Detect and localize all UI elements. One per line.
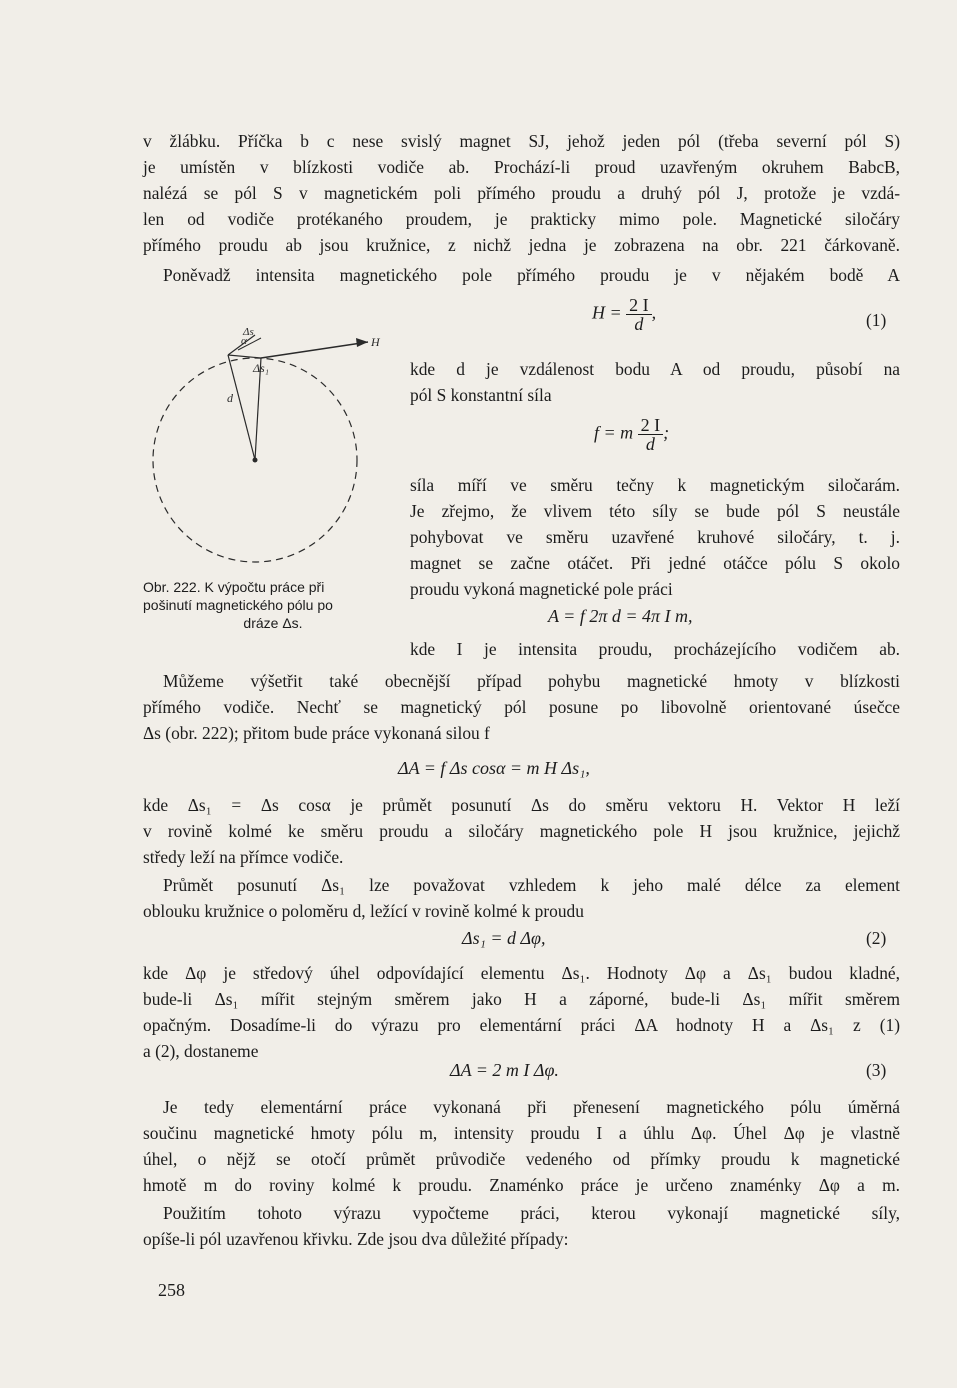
figure-222-diagram xyxy=(143,310,393,580)
text-line: Můžeme výšetřit také obecnější případ pohybu magnetické hmoty v blízkosti xyxy=(163,671,900,691)
equation-3: ΔA = 2 m I Δφ. xyxy=(450,1060,559,1080)
text-line: součinu magnetické hmoty pólu m, intensity proudu I a úhlu Δφ. Úhel Δφ je vlastně xyxy=(143,1123,900,1143)
label-ds1: Δs₁ xyxy=(253,361,269,375)
text-line: středy leží na přímce vodiče. xyxy=(143,847,344,867)
equation-force: f = m $\frac{2 I}{d}$ ; xyxy=(594,415,670,454)
text-line: síla míří ve směru tečny k magnetickým siločarám. xyxy=(410,475,900,495)
equation-1: H = $\frac{2 I}{d}$ , xyxy=(592,295,657,334)
text-line: Použitím tohoto výrazu vypočteme práci, kterou vykonají magnetické síly, xyxy=(163,1203,900,1223)
text-line: kde Δφ je středový úhel odpovídající elementu Δs₁. Hodnoty Δφ a Δs₁ budou kladné, xyxy=(143,963,900,983)
text-line: úhel, o nějž se otočí průmět průvodiče vedeného od přímky proudu k magnetické xyxy=(143,1149,900,1169)
figure-caption: Obr. 222. K výpočtu práce při pošinutí magnetického pólu po dráze Δs. xyxy=(143,579,333,631)
text-line: kde d je vzdálenost bodu A od proudu, působí na xyxy=(410,359,900,379)
text-line: je umístěn v blízkosti vodiče ab. Prochází-li proud uzavřeným okruhem BabcB, xyxy=(143,157,900,177)
text-line: pohybovat ve směru uzavřené kruhové siločáry, t. j. xyxy=(410,527,900,547)
text-line: a (2), dostaneme xyxy=(143,1041,259,1061)
equation-3-number: (3) xyxy=(866,1060,887,1080)
text-line: pól S konstantní síla xyxy=(410,385,552,405)
text-line: Je tedy elementární práce vykonaná při přenesení magnetického pólu úměrná xyxy=(163,1097,900,1117)
text-line: kde I je intensita proudu, procházejícího vodičem ab. xyxy=(410,639,900,659)
text-line: opíše-li pól uzavřenou křivku. Zde jsou dva důležité případy: xyxy=(143,1229,569,1249)
text-line: proudu vykoná magnetické pole práci xyxy=(410,579,673,599)
vector-h-line xyxy=(261,342,368,358)
text-line: len od vodiče protékaného proudem, je prakticky mimo pole. Magnetické siločáry xyxy=(143,209,900,229)
equation-1-number: (1) xyxy=(866,310,887,330)
text-line: opačným. Dosadíme-li do výrazu pro elementární práci ΔA hodnoty H a Δs₁ z (1) xyxy=(143,1015,900,1035)
text-line: Δs (obr. 222); přitom bude práce vykonaná silou f xyxy=(143,723,490,743)
text-line: přímého vodiče. Nechť se magnetický pól posune po libovolně orientované úsečce xyxy=(143,697,900,717)
text-line: přímého proudu ab jsou kružnice, z nichž jedna je zobrazena na obr. 221 čárkovaně. xyxy=(143,235,900,255)
label-ds: Δs xyxy=(243,326,254,338)
label-alpha: α xyxy=(241,335,247,347)
text-line: v žlábku. Příčka b c nese svislý magnet SJ, jehož jeden pól (třeba severní pól S) xyxy=(143,131,900,151)
wire-point xyxy=(253,458,258,463)
label-d: d xyxy=(227,391,233,405)
text-line: nalézá se pól S v magnetickém poli přímého proudu a druhý pól J, protože je vzdá- xyxy=(143,183,900,203)
text-line: kde Δs₁ = Δs cosα je průmět posunutí Δs do směru vektoru H. Vektor H leží xyxy=(143,795,900,815)
text-line: oblouku kružnice o poloměru d, ležící v rovině kolmé k proudu xyxy=(143,901,584,921)
text-line: v rovině kolmé ke směru proudu a siločáry magnetického pole H jsou kružnice, jejichž xyxy=(143,821,900,841)
label-h: H xyxy=(371,335,380,349)
page-number: 258 xyxy=(158,1280,185,1300)
text-line: hmotě m do roviny kolmé k proudu. Znaménko práce je určeno znaménky Δφ a m. xyxy=(143,1175,900,1195)
text-line: Je zřejmo, že vlivem této síly se bude pól S neustále xyxy=(410,501,900,521)
equation-dA: ΔA = f Δs cosα = m H Δs₁, xyxy=(398,758,590,778)
equation-work: A = f 2π d = 4π I m, xyxy=(548,606,693,626)
text-line: Průmět posunutí Δs₁ lze považovat vzhledem k jeho malé délce za element xyxy=(163,875,900,895)
text-line: Poněvadž intensita magnetického pole přímého proudu je v nějakém bodě A xyxy=(163,265,900,285)
text-line: bude-li Δs₁ mířit stejným směrem jako H a záporné, bude-li Δs₁ mířit směrem xyxy=(143,989,900,1009)
radius-line xyxy=(228,355,255,460)
equation-2-number: (2) xyxy=(866,928,887,948)
equation-2: Δs₁ = d Δφ, xyxy=(462,928,546,948)
text-line: magnet se začne otáčet. Při jedné otáčce pólu S okolo xyxy=(410,553,900,573)
